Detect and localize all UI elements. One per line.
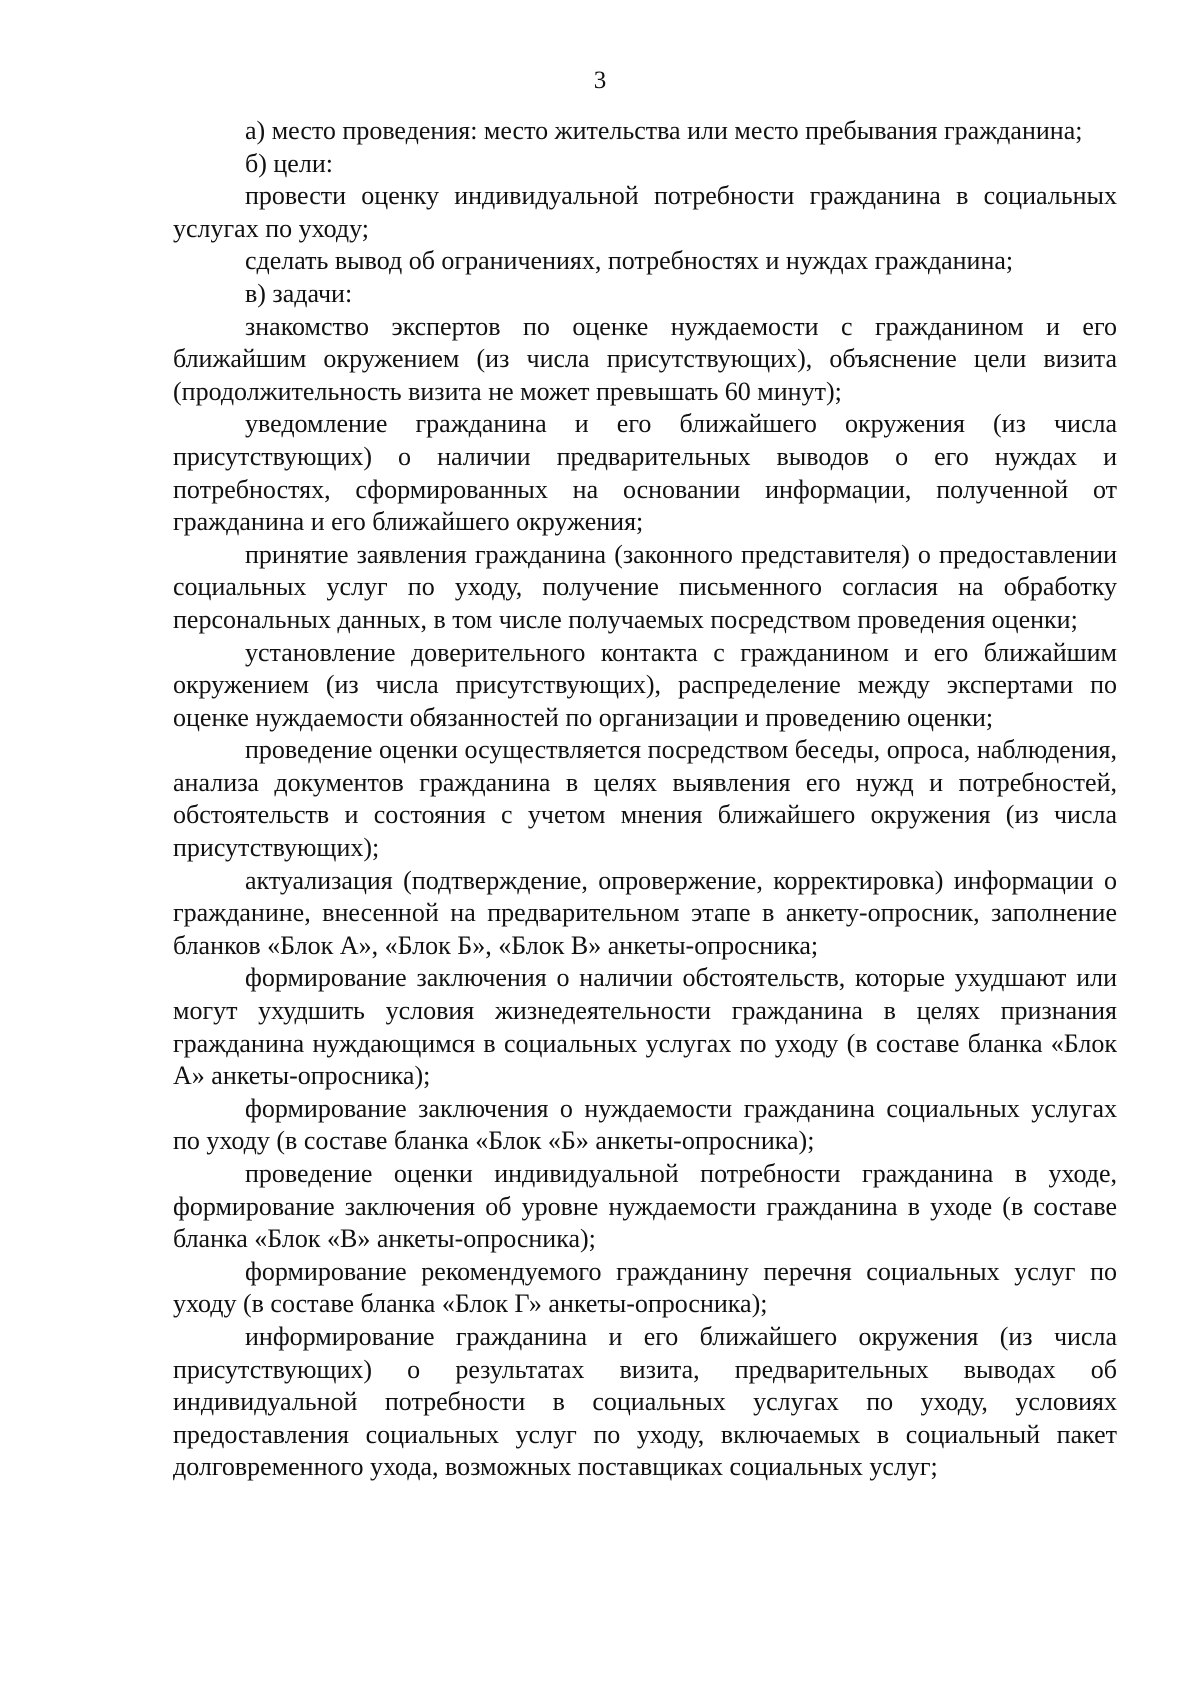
paragraph-task-informing: информирование гражданина и его ближайшего окружения (из числа присутствующих) о результатах визита, предварительных выводах об индивидуальной потребности в социальных услугах по уходу, условиях предоставления социальных услуг по уходу, включаемых в социальный пакет долговременного ухода, возможных поставщиках социальных услуг; bbox=[173, 1321, 1117, 1482]
paragraph-task-conclusion-a: формирование заключения о наличии обстоятельств, которые ухудшают или могут ухудшить условия жизнедеятельности гражданина в целях признания гражданина нуждающимся в социальных услугах по уходу (в составе бланка «Блок А» анкеты-опросника); bbox=[173, 963, 1117, 1091]
document-body bbox=[173, 115, 1117, 1484]
paragraph-task-services-list: формирование рекомендуемого гражданину перечня социальных услуг по уходу (в составе бланка «Блок Г» анкеты-опросника); bbox=[173, 1256, 1117, 1319]
paragraph-goal-assess: провести оценку индивидуальной потребности гражданина в социальных услугах по уходу; bbox=[173, 181, 1117, 243]
paragraph-task-assessment: проведение оценки осуществляется посредством беседы, опроса, наблюдения, анализа документов гражданина в целях выявления его нужд и потребностей, обстоятельств и состояния с учетом мнения ближайшего окружения (из числа присутствующих); bbox=[173, 735, 1117, 863]
paragraph-task-conclusion-c: проведение оценки индивидуальной потребности гражданина в уходе, формирование заключения об уровне нуждаемости гражданина в уходе (в составе бланка «Блок «В» анкеты-опросника); bbox=[173, 1159, 1117, 1254]
page-number: 3 bbox=[593, 67, 607, 94]
paragraph-goal-conclusion: сделать вывод об ограничениях, потребностях и нуждах гражданина; bbox=[245, 246, 1014, 276]
paragraph-task-update: актуализация (подтверждение, опровержение, корректировка) информации о гражданине, внесенной на предварительном этапе в анкету-опросник, заполнение бланков «Блок А», «Блок Б», «Блок В» анкеты-опросника; bbox=[173, 865, 1117, 960]
paragraph-goals-heading: б) цели: bbox=[245, 148, 333, 178]
paragraph-place: а) место проведения: место жительства или место пребывания гражданина; bbox=[245, 116, 1083, 145]
paragraph-task-notification: уведомление гражданина и его ближайшего окружения (из числа присутствующих) о наличии предварительных выводов о его нуждах и потребностях, сформированных на основании информации, полученной от гражданина и его ближайшего окружения; bbox=[173, 409, 1117, 537]
paragraph-task-conclusion-b: формирование заключения о нуждаемости гражданина социальных услугах по уходу (в составе бланка «Блок «Б» анкеты-опросника); bbox=[173, 1093, 1117, 1156]
paragraph-tasks-heading: в) задачи: bbox=[245, 278, 353, 308]
paragraph-task-contact: установление доверительного контакта с гражданином и его ближайшим окружением (из числа присутствующих), распределение между экспертами по оценке нуждаемости обязанностей по организации и проведению оценки; bbox=[173, 637, 1117, 732]
paragraph-task-application: принятие заявления гражданина (законного представителя) о предоставлении социальных услуг по уходу, получение письменного согласия на обработку персональных данных, в том числе получаемых посредством проведения оценки; bbox=[173, 539, 1117, 634]
paragraph-task-acquaintance: знакомство экспертов по оценке нуждаемости с гражданином и его ближайшим окружением (из числа присутствующих), объяснение цели визита (продолжительность визита не может превышать 60 минут); bbox=[173, 311, 1117, 406]
